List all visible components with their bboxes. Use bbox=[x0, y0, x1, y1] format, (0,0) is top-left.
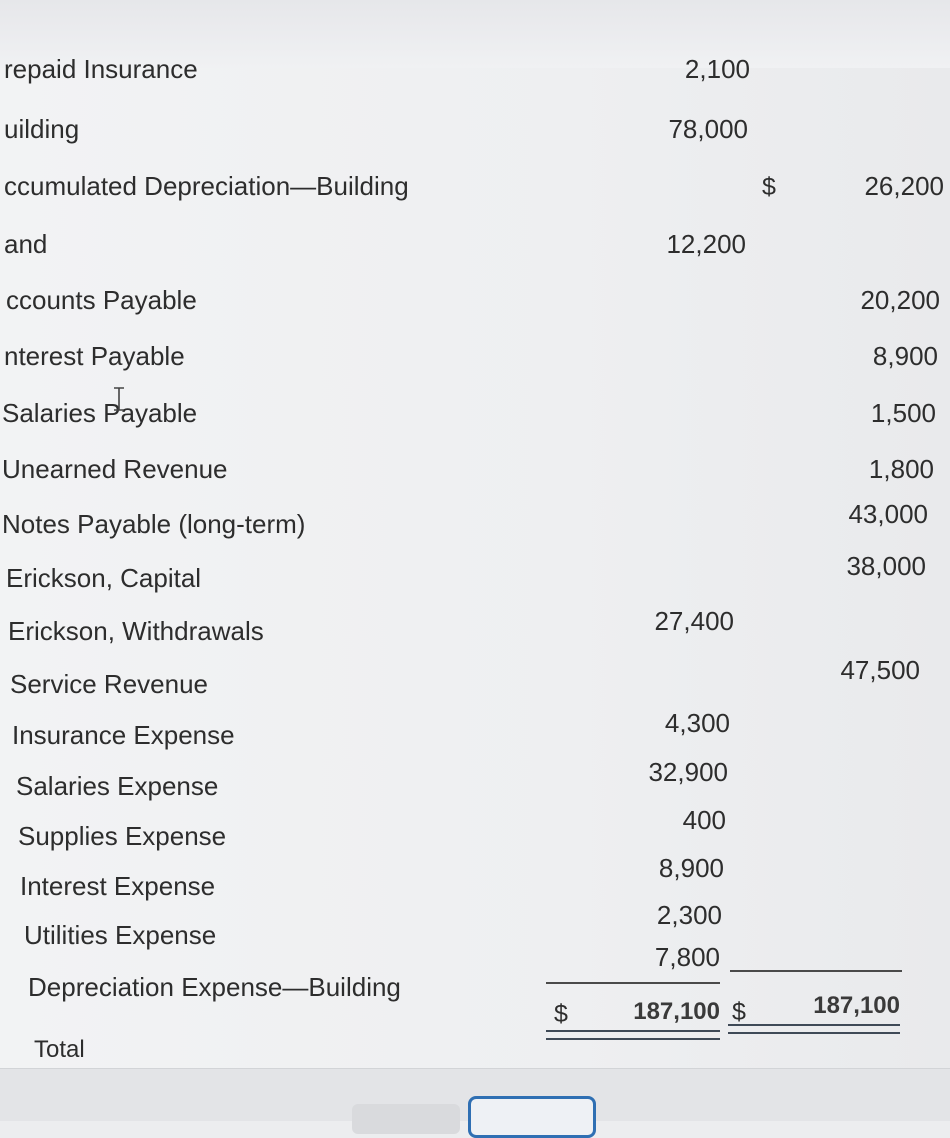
credit-amount: 38,000 bbox=[846, 551, 926, 581]
dollar-sign: $ bbox=[762, 173, 776, 201]
credit-amount: 20,200 bbox=[860, 285, 940, 315]
table-row bbox=[0, 114, 950, 154]
account-name: Erickson, Capital bbox=[6, 563, 202, 593]
account-name: ccumulated Depreciation—Building bbox=[4, 171, 409, 201]
credit-amount: 1,800 bbox=[868, 454, 934, 484]
table-row bbox=[0, 655, 950, 709]
account-name: ccounts Payable bbox=[6, 285, 197, 315]
total-label: Total bbox=[34, 1036, 85, 1063]
debit-amount: 27,400 bbox=[654, 606, 734, 636]
account-name: Salaries Payable bbox=[2, 398, 198, 428]
total-credit-amount: 187,100 bbox=[813, 992, 900, 1019]
account-name: Utilities Expense bbox=[24, 920, 217, 950]
account-name: Supplies Expense bbox=[18, 821, 227, 851]
previous-button[interactable] bbox=[352, 1104, 460, 1134]
credit-amount: 47,500 bbox=[840, 655, 920, 685]
table-row bbox=[0, 499, 950, 549]
account-name: Insurance Expense bbox=[12, 720, 235, 750]
debit-amount: 2,100 bbox=[684, 54, 750, 84]
account-name: Salaries Expense bbox=[16, 771, 219, 801]
account-name: nterest Payable bbox=[4, 341, 185, 371]
account-name: Depreciation Expense—Building bbox=[28, 972, 401, 1002]
debit-amount: 400 bbox=[682, 805, 726, 835]
table-row bbox=[0, 454, 950, 494]
total-credit-dollar-sign: $ bbox=[732, 998, 746, 1026]
table-row bbox=[0, 606, 950, 656]
account-name: Service Revenue bbox=[10, 669, 208, 699]
account-name: uilding bbox=[4, 114, 80, 144]
credit-subtotal-line bbox=[730, 970, 902, 972]
table-row bbox=[0, 285, 950, 325]
account-name: repaid Insurance bbox=[4, 54, 198, 84]
table-row bbox=[0, 757, 950, 811]
table-row bbox=[0, 853, 950, 911]
table-row bbox=[0, 229, 950, 269]
debit-amount: 32,900 bbox=[648, 757, 728, 787]
table-row bbox=[0, 805, 950, 861]
trial-balance-sheet bbox=[0, 54, 950, 1068]
debit-amount: 7,800 bbox=[654, 942, 720, 972]
account-name: Notes Payable (long-term) bbox=[2, 509, 306, 539]
debit-subtotal-line bbox=[546, 982, 720, 984]
credit-amount: 26,200 bbox=[864, 171, 944, 201]
table-row bbox=[0, 900, 950, 960]
table-row bbox=[0, 398, 950, 438]
debit-amount: 8,900 bbox=[658, 853, 724, 883]
credit-amount: 1,500 bbox=[870, 398, 936, 428]
account-name: Unearned Revenue bbox=[2, 454, 228, 484]
table-row bbox=[0, 54, 950, 94]
table-row bbox=[0, 341, 950, 381]
table-row bbox=[0, 171, 950, 211]
text-cursor-icon bbox=[112, 386, 126, 412]
next-button[interactable] bbox=[468, 1096, 596, 1138]
debit-amount: 2,300 bbox=[656, 900, 722, 930]
table-row bbox=[0, 708, 950, 760]
total-debit-amount: 187,100 bbox=[633, 998, 720, 1025]
credit-total-double-line bbox=[728, 1024, 900, 1034]
debit-amount: 78,000 bbox=[668, 114, 748, 144]
total-debit-dollar-sign: $ bbox=[554, 1000, 568, 1028]
account-name: Erickson, Withdrawals bbox=[8, 616, 264, 646]
debit-amount: 4,300 bbox=[664, 708, 730, 738]
credit-amount: 43,000 bbox=[848, 499, 928, 529]
account-name: Interest Expense bbox=[20, 871, 216, 901]
debit-amount: 12,200 bbox=[666, 229, 746, 259]
credit-amount: 8,900 bbox=[872, 341, 938, 371]
account-name: and bbox=[4, 229, 48, 259]
table-row bbox=[0, 551, 950, 603]
